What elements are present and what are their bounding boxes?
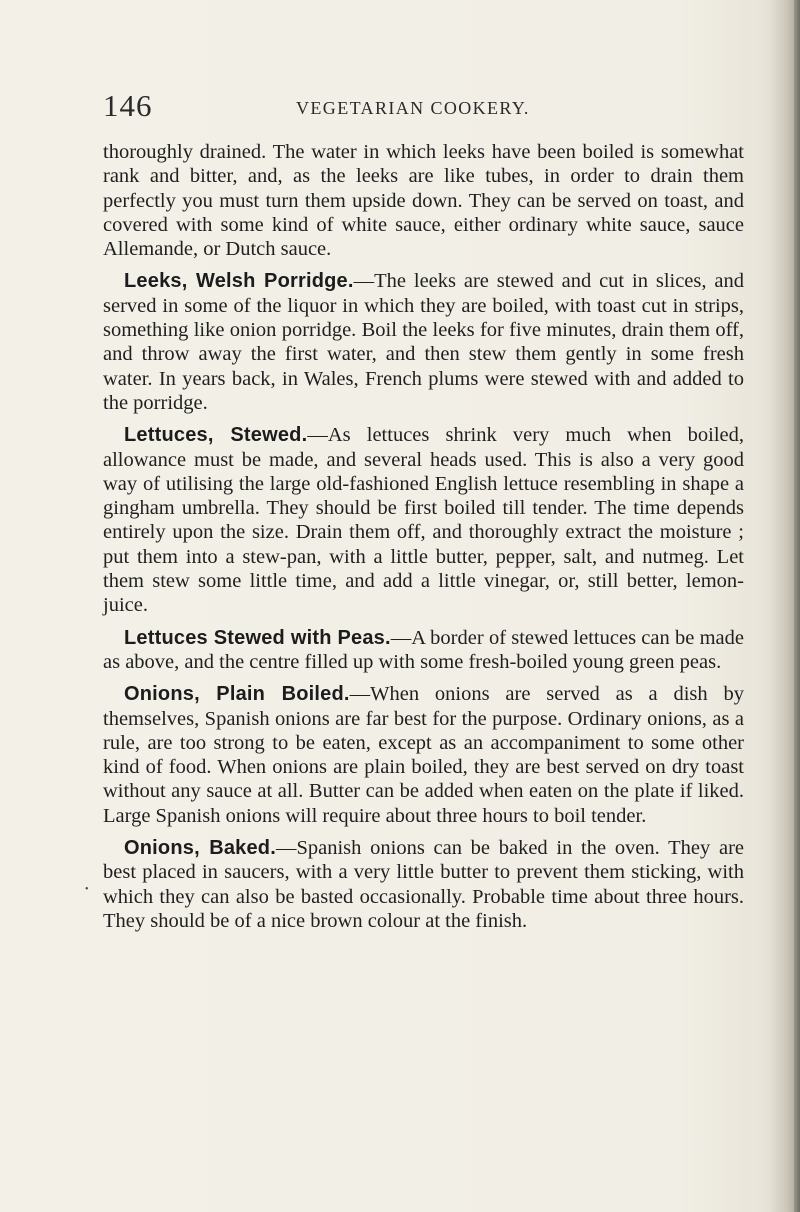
recipe-text: —When onions are served as a dish by themselves, Spanish onions are far best for the purpose. Ordinary onions, as a rule, are too strong to be eaten, except as an accompaniment to some other kind of food. When onions are plain boiled, they are best served on dry toast without any sauce at all. Butter can be added when eaten on the plate if liked. Large Spanish onions will require about three hours to boil tender.	[103, 683, 744, 827]
page-number: 146	[103, 88, 153, 123]
recipe-lettuces-stewed-with-peas	[103, 626, 744, 675]
recipe-heading: Onions, Plain Boiled.	[124, 683, 350, 706]
paragraph-continuation	[103, 140, 744, 261]
recipe-heading: Onions, Baked.	[124, 837, 276, 860]
running-title: VEGETARIAN COOKERY.	[296, 98, 530, 118]
recipe-text: —As lettuces shrink very much when boiled, allowance must be made, and several heads used. This is also a very good way of utilising the large old-fashioned English lettuce resembling in shape a gingham umbrella. They should be first boiled till tender. The time depends entirely upon the size. Drain them off, and thoroughly extract the moisture ; put them into a stew-pan, with a little butter, pepper, salt, and nutmeg. Let them stew some little time, and add a little vinegar, or, still better, lemon-juice.	[103, 424, 744, 617]
body-text	[103, 140, 744, 941]
recipe-heading: Lettuces, Stewed.	[124, 424, 308, 447]
recipe-text: —Spanish onions can be baked in the oven. They are best placed in saucers, with a very little butter to prevent them sticking, with which they can also be basted occasionally. Probable time about three hours. They should be of a nice brown colour at the finish.	[103, 837, 744, 932]
recipe-onions-plain-boiled	[103, 682, 744, 828]
recipe-onions-baked	[103, 836, 744, 933]
recipe-lettuces-stewed	[103, 423, 744, 617]
paragraph-text: thoroughly drained. The water in which leeks have been boiled is somewhat rank and bitter, and, as the leeks are like tubes, in order to drain them perfectly you must turn them upside down. They can be served on toast, and covered with some kind of white sauce, either ordinary white sauce, sauce Allemande, or Dutch sauce.	[103, 141, 744, 261]
recipe-leeks-welsh-porridge	[103, 269, 744, 415]
recipe-text: —A border of stewed lettuces can be made as above, and the centre filled up with some fresh-boiled young green peas.	[103, 626, 744, 673]
page-header	[103, 88, 703, 128]
recipe-text: —The leeks are stewed and cut in slices, and served in some of the liquor in which they are boiled, with toast cut in strips, something like onion porridge. Boil the leeks for five minutes, drain them off, and throw away the first water, and then stew them gently in some fresh water. In years back, in Wales, French plums were stewed with and added to the porridge.	[103, 270, 744, 414]
recipe-heading: Lettuces Stewed with Peas.	[124, 626, 391, 649]
page-edge	[794, 0, 800, 1212]
margin-mark: •	[85, 884, 89, 895]
recipe-heading: Leeks, Welsh Porridge.	[124, 270, 354, 293]
